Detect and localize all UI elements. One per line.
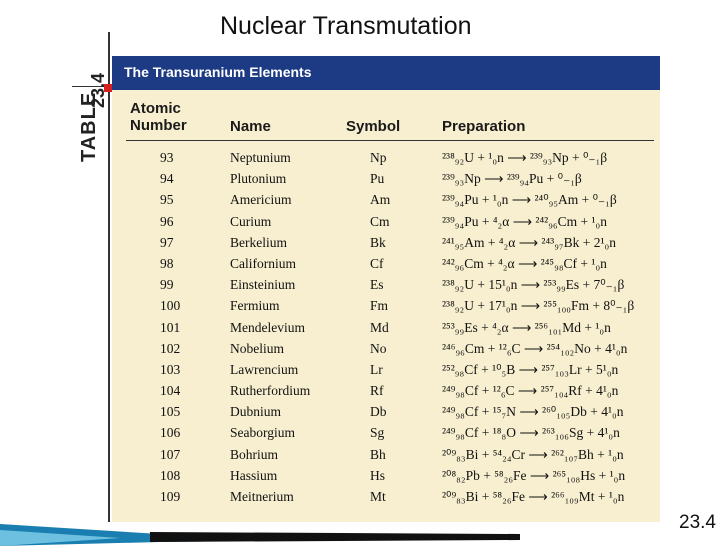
preparation-cell: ²⁴⁹₉₈Cf + ¹⁸₈O ⟶ ²⁶³₁₀₆Sg + 4¹₀n bbox=[442, 425, 620, 441]
table-row bbox=[112, 381, 660, 402]
atomic-number-cell: 105 bbox=[160, 404, 181, 420]
table-row bbox=[112, 233, 660, 254]
preparation-cell: ²³⁹₉₄Pu + ¹₀n ⟶ ²⁴⁰₉₅Am + ⁰₋₁β bbox=[442, 192, 617, 208]
preparation-cell: ²⁴⁶₉₆Cm + ¹²₆C ⟶ ²⁵⁴₁₀₂No + 4¹₀n bbox=[442, 340, 628, 356]
element-name-cell: Berkelium bbox=[230, 234, 287, 250]
symbol-cell: No bbox=[370, 340, 387, 356]
preparation-cell: ²⁴¹₉₅Am + ⁴₂α ⟶ ²⁴³₉₇Bk + 2¹₀n bbox=[442, 234, 617, 250]
symbol-cell: Cf bbox=[370, 255, 384, 271]
symbol-cell: Md bbox=[370, 319, 389, 335]
symbol-cell: Es bbox=[370, 277, 384, 293]
preparation-cell: ²³⁹₉₄Pu + ⁴₂α ⟶ ²⁴²₉₆Cm + ¹₀n bbox=[442, 213, 608, 229]
preparation-cell: ²⁴⁹₉₈Cf + ¹⁵₇N ⟶ ²⁶⁰₁₀₅Db + 4¹₀n bbox=[442, 404, 624, 420]
table-title: The Transuranium Elements bbox=[124, 64, 312, 80]
element-name-cell: Californium bbox=[230, 255, 296, 271]
atomic-number-cell: 100 bbox=[160, 298, 181, 314]
preparation-cell: ²⁰⁹₈₃Bi + ⁵⁴₂₄Cr ⟶ ²⁶²₁₀₇Bh + ¹₀n bbox=[442, 446, 624, 462]
element-name-cell: Bohrium bbox=[230, 446, 279, 462]
atomic-number-cell: 94 bbox=[160, 171, 174, 187]
table-row bbox=[112, 169, 660, 190]
atomic-number-cell: 107 bbox=[160, 446, 181, 462]
table-row bbox=[112, 339, 660, 360]
element-name-cell: Seaborgium bbox=[230, 425, 295, 441]
atomic-number-cell: 101 bbox=[160, 319, 181, 335]
symbol-cell: Lr bbox=[370, 361, 383, 377]
table-row bbox=[112, 487, 660, 508]
preparation-cell: ²⁰⁹₈₃Bi + ⁵⁸₂₆Fe ⟶ ²⁶⁶₁₀₉Mt + ¹₀n bbox=[442, 489, 625, 504]
table-row bbox=[112, 254, 660, 275]
atomic-number-cell: 93 bbox=[160, 150, 174, 165]
atomic-number-cell: 102 bbox=[160, 340, 181, 356]
preparation-cell: ²⁴⁹₉₈Cf + ¹²₆C ⟶ ²⁵⁷₁₀₄Rf + 4¹₀n bbox=[442, 383, 619, 399]
preparation-cell: ²³⁸₉₂U + 15¹₀n ⟶ ²⁵³₉₉Es + 7⁰₋₁β bbox=[442, 277, 625, 293]
slide-title: Nuclear Transmutation bbox=[220, 12, 472, 40]
element-name-cell: Fermium bbox=[230, 298, 280, 314]
symbol-cell: Np bbox=[370, 150, 387, 165]
atomic-number-cell: 103 bbox=[160, 361, 181, 377]
preparation-cell: ²³⁸₉₂U + 17¹₀n ⟶ ²⁵⁵₁₀₀Fm + 8⁰₋₁β bbox=[442, 298, 635, 314]
col-name: Name bbox=[230, 118, 271, 135]
element-name-cell: Curium bbox=[230, 213, 272, 229]
bottom-decoration bbox=[0, 520, 520, 546]
symbol-cell: Bk bbox=[370, 234, 386, 250]
symbol-cell: Db bbox=[370, 404, 387, 420]
table-number: 23.4 bbox=[88, 72, 108, 108]
table-row bbox=[112, 190, 660, 211]
element-name-cell: Neptunium bbox=[230, 150, 291, 165]
symbol-cell: Am bbox=[370, 192, 391, 208]
preparation-cell: ²³⁸₉₂U + ¹₀n ⟶ ²³⁹₉₃Np + ⁰₋₁β bbox=[442, 150, 608, 165]
table-header-bar bbox=[112, 56, 660, 90]
element-name-cell: Einsteinium bbox=[230, 277, 296, 293]
element-name-cell: Rutherfordium bbox=[230, 383, 311, 399]
element-name-cell: Americium bbox=[230, 192, 292, 208]
element-name-cell: Lawrencium bbox=[230, 361, 299, 377]
symbol-cell: Pu bbox=[370, 171, 385, 187]
table-row bbox=[112, 318, 660, 339]
table-body bbox=[112, 148, 660, 508]
symbol-cell: Cm bbox=[370, 213, 390, 229]
table-panel bbox=[112, 56, 660, 522]
element-name-cell: Dubnium bbox=[230, 404, 282, 420]
col-symbol: Symbol bbox=[346, 118, 401, 135]
table-row bbox=[112, 466, 660, 487]
table-row bbox=[112, 296, 660, 317]
symbol-cell: Hs bbox=[370, 467, 386, 483]
table-row bbox=[112, 445, 660, 466]
atomic-number-cell: 98 bbox=[160, 255, 174, 271]
atomic-number-cell: 104 bbox=[160, 383, 181, 399]
atomic-number-cell: 108 bbox=[160, 467, 181, 483]
element-name-cell: Mendelevium bbox=[230, 319, 305, 335]
atomic-number-cell: 106 bbox=[160, 425, 181, 441]
table-row bbox=[112, 423, 660, 444]
symbol-cell: Sg bbox=[370, 425, 385, 441]
atomic-number-cell: 109 bbox=[160, 489, 181, 504]
slide-number: 23.4 bbox=[679, 512, 716, 533]
element-name-cell: Hassium bbox=[230, 467, 278, 483]
atomic-number-cell: 99 bbox=[160, 277, 174, 293]
symbol-cell: Rf bbox=[370, 383, 384, 399]
atomic-number-cell: 97 bbox=[160, 234, 174, 250]
col-atomic-number: Atomic Number bbox=[130, 100, 187, 134]
atomic-number-cell: 95 bbox=[160, 192, 174, 208]
table-word: TABLE bbox=[78, 91, 100, 162]
table-row bbox=[112, 402, 660, 423]
table-row bbox=[112, 212, 660, 233]
symbol-cell: Fm bbox=[370, 298, 389, 314]
col-preparation: Preparation bbox=[442, 118, 526, 135]
symbol-cell: Mt bbox=[370, 489, 386, 504]
table-row bbox=[112, 148, 660, 169]
preparation-cell: ²⁵³₉₉Es + ⁴₂α ⟶ ²⁵⁶₁₀₁Md + ¹₀n bbox=[442, 319, 611, 335]
atomic-number-cell: 96 bbox=[160, 213, 174, 229]
header-rule bbox=[126, 140, 654, 141]
preparation-cell: ²⁵²₉₈Cf + ¹⁰₅B ⟶ ²⁵⁷₁₀₃Lr + 5¹₀n bbox=[442, 361, 619, 377]
element-name-cell: Meitnerium bbox=[230, 489, 294, 504]
preparation-cell: ²³⁹₉₃Np ⟶ ²³⁹₉₄Pu + ⁰₋₁β bbox=[442, 171, 582, 187]
preparation-cell: ²⁴²₉₆Cm + ⁴₂α ⟶ ²⁴⁵₉₈Cf + ¹₀n bbox=[442, 255, 607, 271]
symbol-cell: Bh bbox=[370, 446, 386, 462]
table-row bbox=[112, 360, 660, 381]
element-name-cell: Nobelium bbox=[230, 340, 284, 356]
preparation-cell: ²⁰⁸₈₂Pb + ⁵⁸₂₆Fe ⟶ ²⁶⁵₁₀₈Hs + ¹₀n bbox=[442, 467, 626, 483]
table-row bbox=[112, 275, 660, 296]
element-name-cell: Plutonium bbox=[230, 171, 287, 187]
